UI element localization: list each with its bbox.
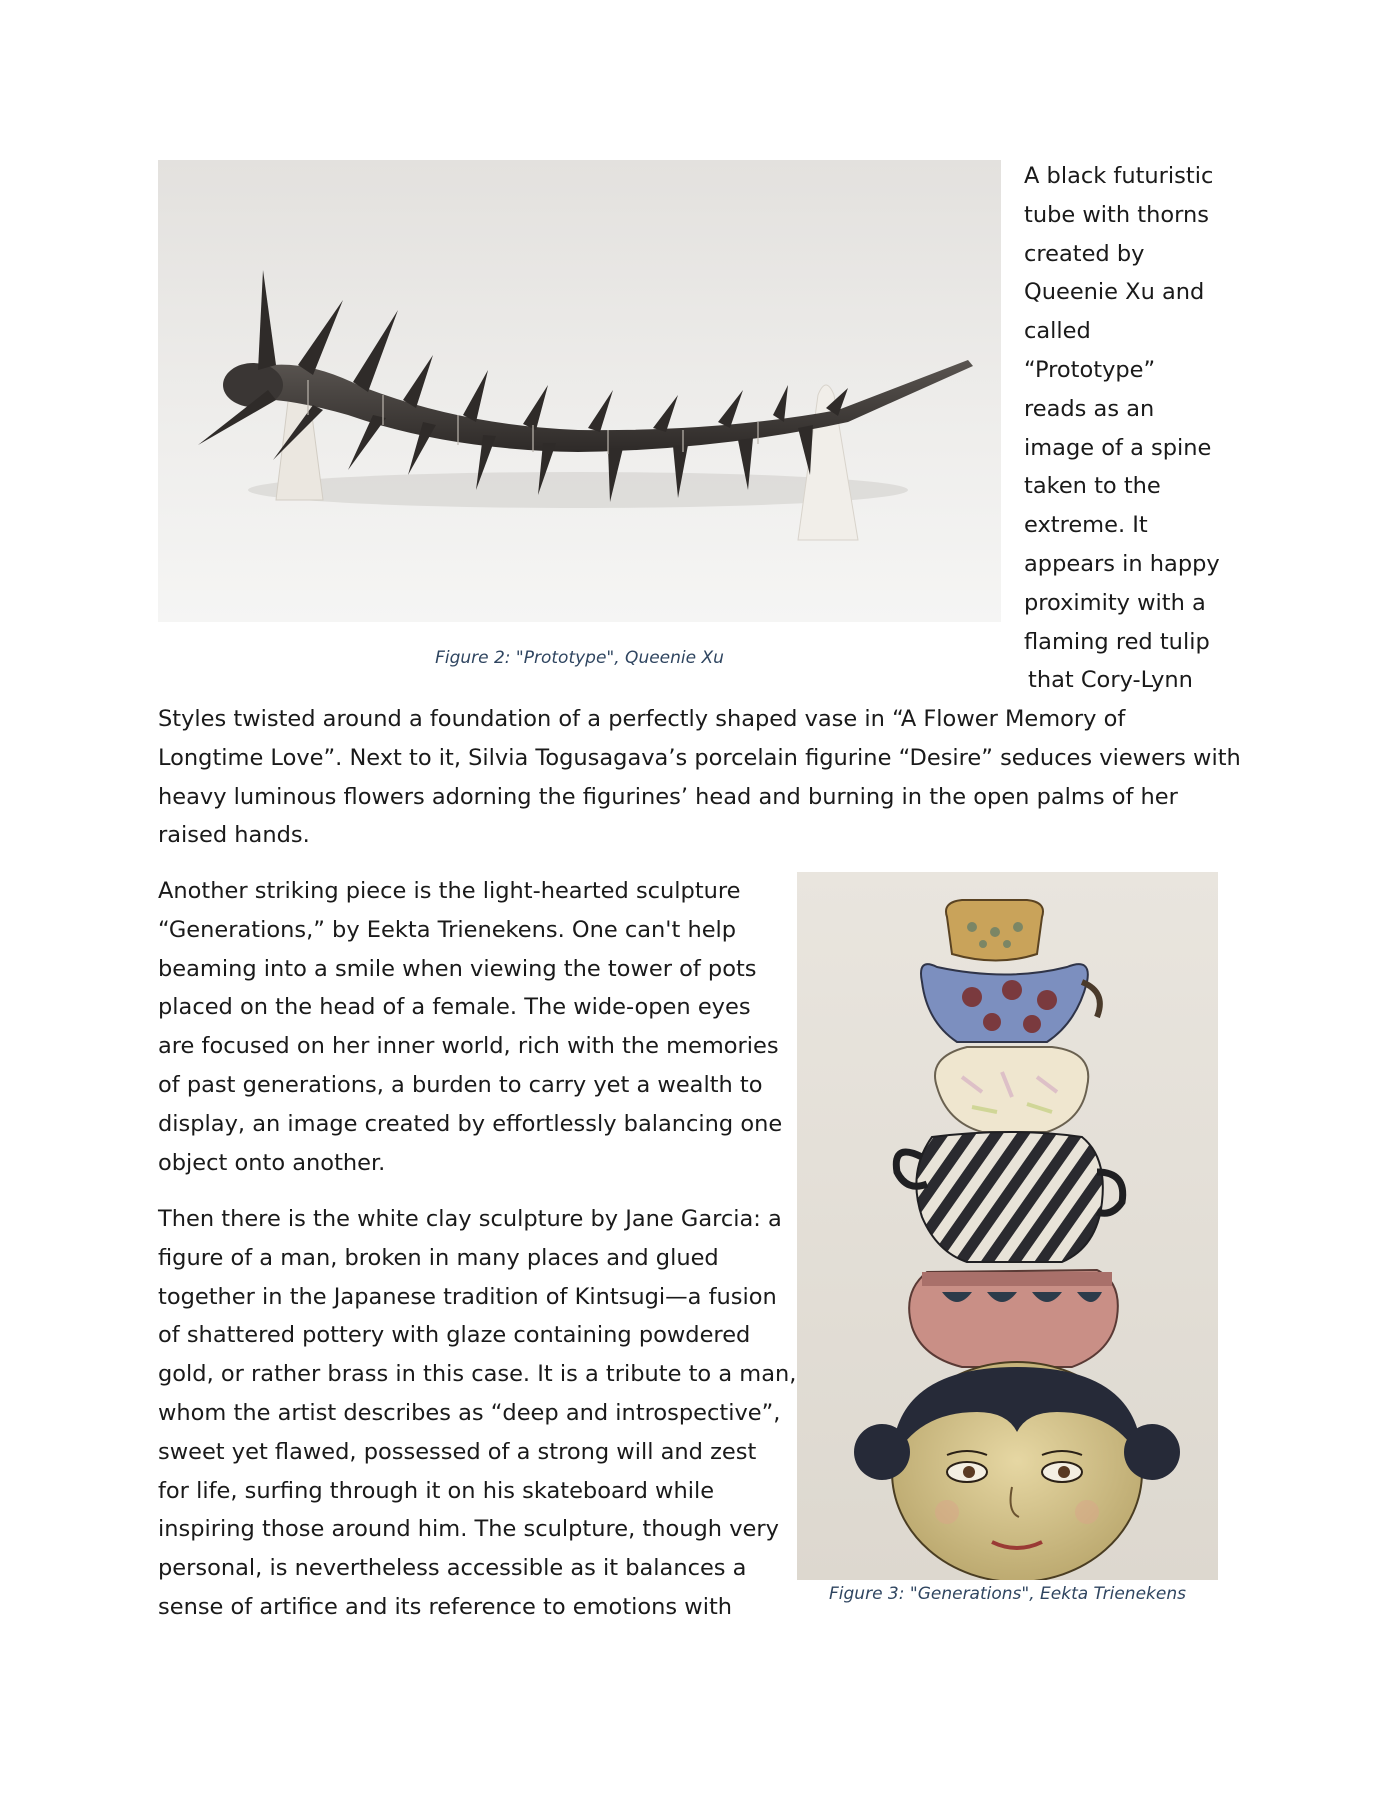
side-line: taken to the (1024, 473, 1161, 500)
generations-line: Another striking piece is the light-hearted sculpture (158, 878, 741, 904)
garcia-line: for life, surfing through it on his skateboard while (158, 1477, 715, 1504)
side-line: Queenie Xu and (1024, 279, 1205, 306)
figure-3-image (797, 872, 1218, 1580)
garcia-line: Then there is the white clay sculpture by Jane Garcia: a (158, 1206, 782, 1232)
generations-line: placed on the head of a female. The wide-open eyes (158, 994, 751, 1021)
pot-tower-sculpture-icon (797, 872, 1218, 1580)
generations-line: beaming into a smile when viewing the tower of pots (158, 955, 757, 982)
generations-line: “Generations,” by Eekta Trienekens. One can't help (158, 916, 737, 943)
side-line: that Cory-Lynn (1028, 667, 1193, 694)
side-line: “Prototype” (1024, 356, 1156, 383)
side-line: tube with thorns (1024, 201, 1209, 228)
side-line: extreme. It (1024, 512, 1148, 539)
garcia-line: of shattered pottery with glaze containing powdered (158, 1322, 751, 1349)
continuation-line: raised hands. (158, 822, 310, 849)
continuation-paragraph (158, 700, 1368, 855)
figure-2-caption: Figure 2: "Prototype", Queenie Xu (435, 648, 724, 668)
figure-2-image (158, 160, 1001, 622)
generations-paragraph (158, 872, 783, 1182)
side-line: flaming red tulip (1024, 628, 1210, 655)
side-line: called (1024, 318, 1091, 345)
continuation-line: Styles twisted around a foundation of a perfectly shaped vase in “A Flower Memory of (158, 706, 1126, 732)
garcia-line: gold, or rather brass in this case. It is a tribute to a man, (158, 1361, 797, 1388)
continuation-line: Longtime Love”. Next to it, Silvia Togusagava’s porcelain figurine “Desire” seduces viewers with (158, 744, 1241, 771)
garcia-line: sweet yet flawed, possessed of a strong will and zest (158, 1438, 757, 1465)
side-line: proximity with a (1024, 589, 1206, 616)
spine-sculpture-icon (158, 160, 1001, 622)
generations-line: display, an image created by effortlessly balancing one (158, 1110, 783, 1137)
continuation-line: heavy luminous flowers adorning the figurines’ head and burning in the open palms of her (158, 783, 1178, 810)
garcia-line: together in the Japanese tradition of Kintsugi—a fusion (158, 1283, 777, 1310)
side-paragraph (1024, 157, 1364, 700)
side-line: appears in happy (1024, 550, 1220, 577)
garcia-line: figure of a man, broken in many places and glued (158, 1244, 719, 1271)
garcia-line: personal, is nevertheless accessible as it balances a (158, 1555, 747, 1582)
garcia-line: sense of artifice and its reference to emotions with (158, 1593, 733, 1620)
generations-line: object onto another. (158, 1149, 386, 1176)
garcia-line: inspiring those around him. The sculpture, though very (158, 1516, 779, 1543)
side-line: A black futuristic (1024, 163, 1214, 189)
side-line: image of a spine (1024, 434, 1212, 461)
figure-3-caption: Figure 3: "Generations", Eekta Trienekens (829, 1584, 1186, 1604)
generations-line: are focused on her inner world, rich with the memories (158, 1033, 779, 1060)
garcia-line: whom the artist describes as “deep and introspective”, (158, 1399, 781, 1426)
generations-line: of past generations, a burden to carry yet a wealth to (158, 1071, 763, 1098)
side-line: reads as an (1024, 395, 1155, 422)
side-line: created by (1024, 240, 1145, 267)
garcia-paragraph (158, 1200, 797, 1627)
